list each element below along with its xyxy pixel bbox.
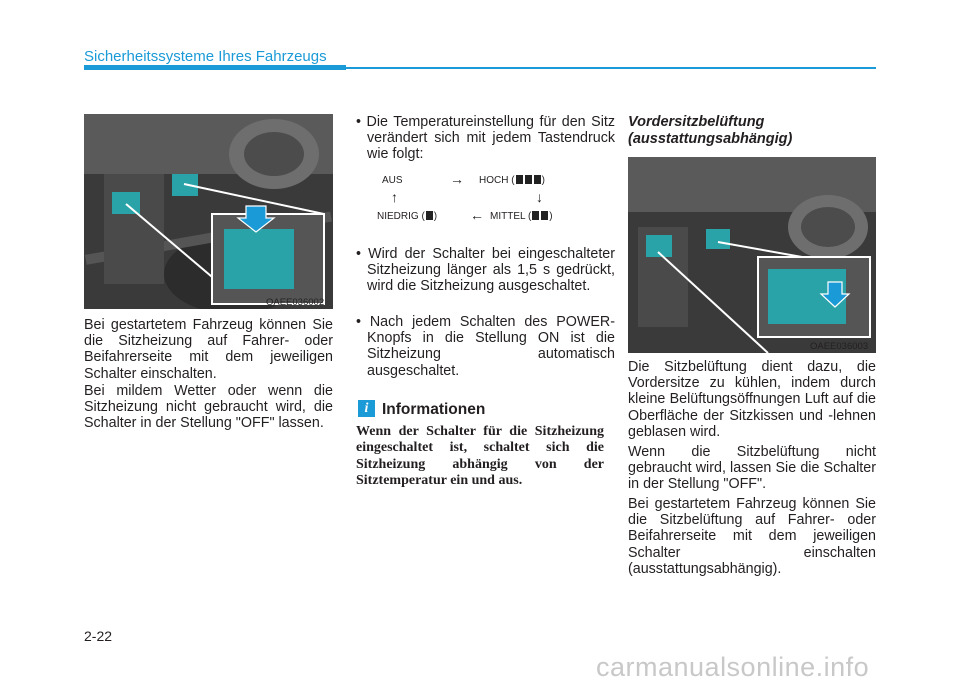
info-title: Informationen [382,401,486,418]
bullet-item: • Wird der Schalter bei eingeschalteter Sitzheizung länger als 1,5 s gedrückt, wird die Sitzheizung ausgeschaltet. [356,246,615,295]
figure-code: OAEE036003 [810,341,869,352]
section-heading: Vordersitzbelüftung (ausstattungsabhängig) [628,114,793,147]
section-header: Sicherheitssysteme Ihres Fahrzeugs [84,48,327,65]
diagram-label-aus: AUS [382,175,403,186]
diagram-label-hoch: HOCH ( ) [479,175,545,186]
diagram-label-mittel: MITTEL ( ) [490,211,553,222]
figure-code: OAEE036002 [266,297,325,308]
page-number: 2-22 [84,628,113,644]
arrow-left-icon: ← [470,207,484,223]
paragraph: Bei gestartetem Fahrzeug können Sie die Sitzbelüftung auf Fahrer- oder Beifahrerseite mit dem jeweiligen Schalter einschalten (ausstattungsabhängig). [628,496,876,577]
arrow-up-icon: ↑ [391,189,398,205]
paragraph: Bei mildem Wetter oder wenn die Sitzheizung nicht gebraucht wird, die Schalter in der Stellung "OFF" lassen. [84,383,333,432]
seat-heat-level-icon [534,175,541,184]
seat-heat-level-icon [525,175,532,184]
seat-ventilation-switch-photo [628,157,876,353]
bullet-item: • Nach jedem Schalten des POWER-Knopfs in die Stellung ON ist die Sitzheizung automatisch ausgeschaltet. [356,314,615,379]
bullet-item: • Die Temperatureinstellung für den Sitz verändert sich mit jedem Tastendruck wie folgt: [356,114,615,163]
arrow-down-icon: ↓ [536,189,543,205]
diagram-label-niedrig: NIEDRIG ( ) [377,211,438,222]
seat-heat-level-icon [426,211,433,220]
info-text: Wenn der Schalter für die Sitzheizung eingeschaltet ist, schaltet sich die Sitzheizung abhängig von der Sitztemperatur ein und aus. [356,424,604,489]
arrow-right-icon: → [450,171,464,187]
seat-heat-level-icon [532,211,539,220]
watermark: carmanualsonline.info [596,652,870,682]
paragraph: Die Sitzbelüftung dient dazu, die Vordersitze zu kühlen, indem durch kleine Belüftungsöffnungen Luft auf die Oberfläche der Sitzkissen und -lehnen geblasen wird. [628,359,876,440]
info-icon: i [358,400,375,417]
seat-heat-level-icon [541,211,548,220]
seat-heater-switch-photo [84,114,333,309]
paragraph: Wenn die Sitzbelüftung nicht gebraucht wird, lassen Sie die Schalter in der Stellung "OFF". [628,444,876,493]
seat-heat-level-icon [516,175,523,184]
paragraph: Bei gestartetem Fahrzeug können Sie die Sitzheizung auf Fahrer- oder Beifahrerseite mit dem jeweiligen Schalter einschalten. [84,317,333,382]
header-rule [84,67,876,69]
